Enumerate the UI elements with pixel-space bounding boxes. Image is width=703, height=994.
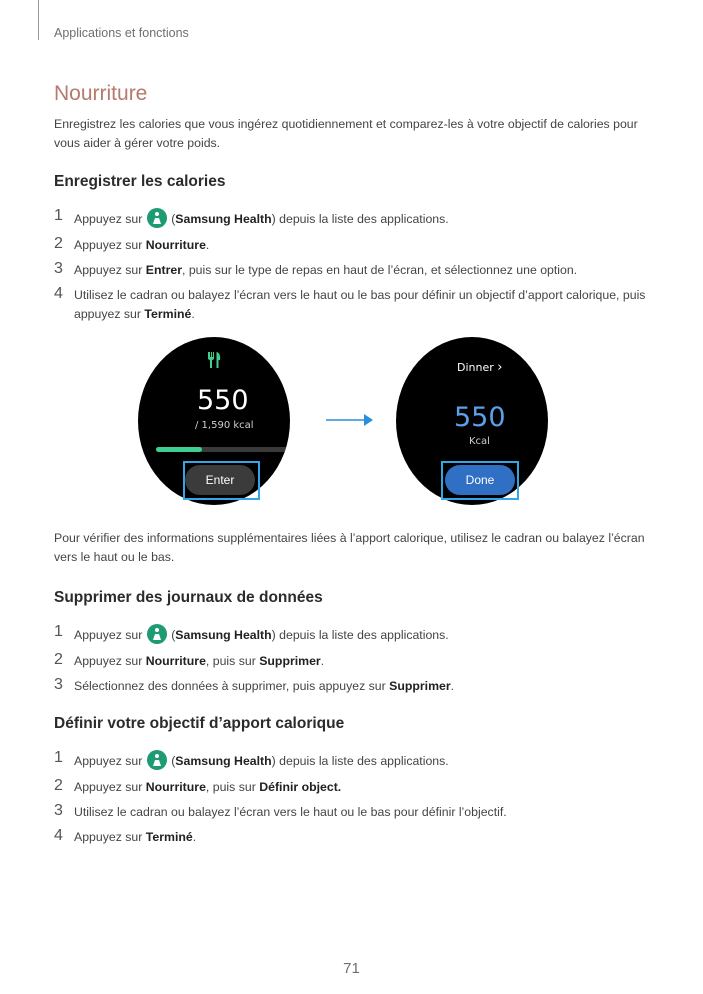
section-title-goal: Définir votre objectif d’apport calorique — [54, 715, 345, 732]
step-number: 3 — [54, 676, 63, 693]
step-number: 1 — [54, 207, 63, 224]
samsung-health-icon — [147, 750, 167, 770]
meal-label: Dinner › — [457, 360, 503, 375]
goal-step-4: 4 Appuyez sur Terminé. — [54, 827, 197, 844]
record-step-4: 4 Utilisez le cadran ou balayez l’écran vers le haut ou le bas pour définir un objectif d’apport calorique, puis appuyez sur Terminé. — [54, 285, 646, 321]
step-number: 1 — [54, 749, 63, 766]
calorie-progress-track — [156, 447, 288, 452]
record-step-1: 1 Appuyez sur (Samsung Health) depuis la liste des applications. — [54, 207, 449, 226]
step-number: 4 — [54, 285, 63, 302]
info-paragraph: Pour vérifier des informations supplémentaires liées à l’apport calorique, utilisez le cadran ou balayez l’écran vers le haut ou le bas. — [54, 531, 645, 564]
samsung-health-icon — [147, 208, 167, 228]
fork-knife-icon — [205, 351, 223, 369]
calorie-value: 550 — [454, 402, 506, 433]
calorie-progress-fill — [156, 447, 202, 452]
goal-step-1: 1 Appuyez sur (Samsung Health) depuis la liste des applications. — [54, 749, 449, 768]
header-section-title: Applications et fonctions — [54, 26, 189, 40]
step-number: 4 — [54, 827, 63, 844]
goal-step-2: 2 Appuyez sur Nourriture, puis sur Définir object. — [54, 777, 342, 794]
section-title-record: Enregistrer les calories — [54, 173, 226, 190]
delete-step-1: 1 Appuyez sur (Samsung Health) depuis la liste des applications. — [54, 623, 449, 642]
delete-step-3: 3 Sélectionnez des données à supprimer, puis appuyez sur Supprimer. — [54, 676, 455, 693]
step-number: 3 — [54, 260, 63, 277]
enter-button[interactable]: Enter — [185, 465, 255, 495]
step-number: 1 — [54, 623, 63, 640]
calorie-unit: Kcal — [469, 436, 490, 447]
header-divider — [38, 0, 39, 40]
page-number: 71 — [343, 960, 360, 977]
page-title: Nourriture — [54, 82, 148, 105]
record-step-3: 3 Appuyez sur Entrer, puis sur le type de repas en haut de l’écran, et sélectionnez une option. — [54, 260, 578, 277]
delete-step-2: 2 Appuyez sur Nourriture, puis sur Supprimer. — [54, 651, 325, 668]
goal-step-3: 3 Utilisez le cadran ou balayez l’écran vers le haut ou le bas pour définir l’objectif. — [54, 802, 507, 819]
calorie-goal: / 1,590 kcal — [195, 420, 254, 431]
arrow-right-icon — [326, 413, 374, 427]
samsung-health-icon — [147, 624, 167, 644]
done-button-highlight — [441, 461, 519, 500]
record-step-2: 2 Appuyez sur Nourriture. — [54, 235, 210, 252]
section-title-delete: Supprimer des journaux de données — [54, 589, 323, 606]
intro-text: Enregistrez les calories que vous ingérez quotidiennement et comparez-les à votre objectif de calories pour vous aider à gérer votre poids. — [54, 117, 638, 150]
step-number: 2 — [54, 235, 63, 252]
step-number: 3 — [54, 802, 63, 819]
step-number: 2 — [54, 651, 63, 668]
chevron-right-icon: › — [497, 360, 503, 375]
enter-button-highlight — [183, 461, 260, 500]
done-button[interactable]: Done — [445, 465, 515, 495]
calorie-value: 550 — [197, 385, 249, 416]
step-number: 2 — [54, 777, 63, 794]
